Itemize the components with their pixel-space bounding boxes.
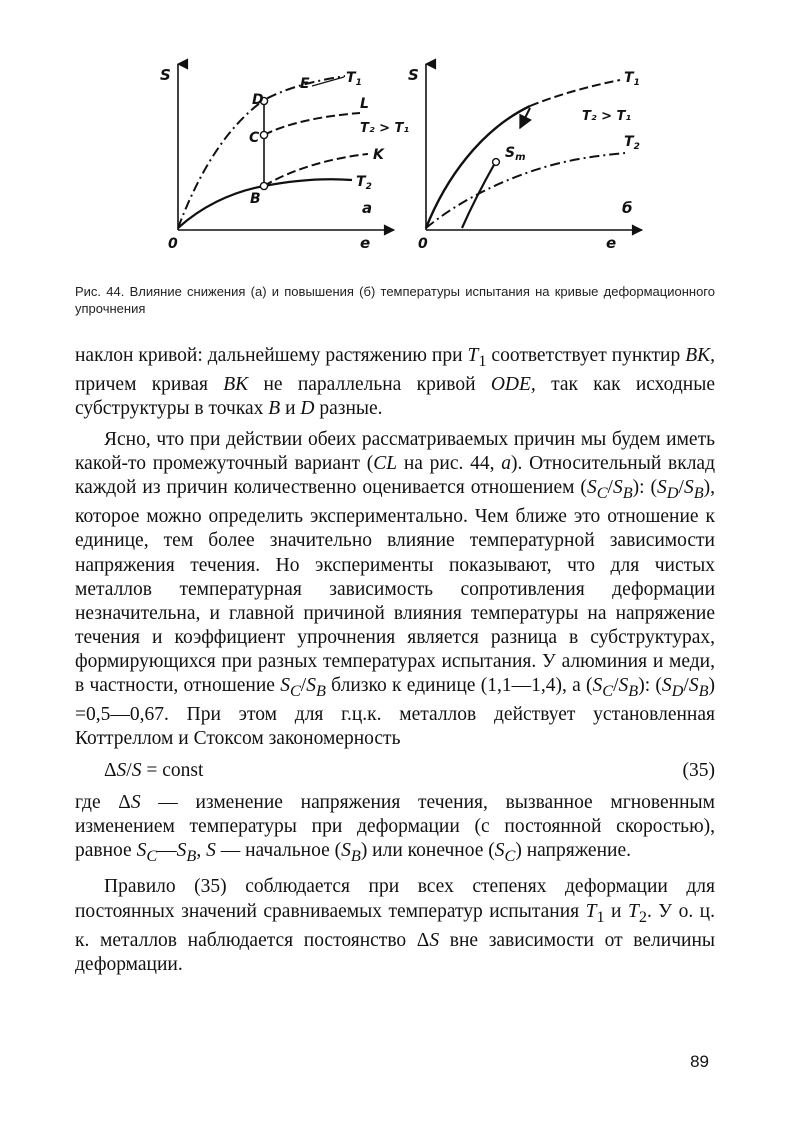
curve-E-label: E — [300, 76, 310, 92]
left-panel-letter: а — [362, 199, 373, 217]
inequality-label-right: T₂ > T₁ — [582, 109, 632, 124]
curve-T1-label: $T_1$ — [346, 70, 362, 88]
curve-T1-solid — [426, 106, 530, 228]
equation-number: (35) — [682, 760, 715, 782]
right-panel — [408, 64, 642, 252]
curve-L-label: L — [360, 96, 369, 112]
right-y-axis-label: S — [408, 66, 419, 84]
point-D-label: D — [252, 92, 264, 108]
paragraph-4: Правило (35) соблюдается при всех степенях деформации для постоянных значений сравниваемых температур испытания $T_1$ и $T_2$. У о. ц. к. металлов наблюдается постоянство ΔS вне зависимости от величины деформации. — [75, 876, 715, 975]
right-origin-label: 0 — [418, 236, 428, 252]
paragraph-2: Ясно, что при действии обеих рассматриваемых причин мы будем иметь какой-то промежуточный вариант (CL на рис. 44, а). Относительный вклад каждой из причин количественно оценивается отношением $(S_C/S_B)$: $(S_D/S_B)$, которое можно определить экспериментально. Чем ближе это отношение к единице, тем более значительно влияние температурной зависимости напряжения течения. Но эксперименты показывают, что для чистых металлов температурная зависимость сопротивления деформации незначительна, и главной причиной влияния температуры на напряжение течения и коэффициент упрочнения является разница в субструктурах, формирующихся при разных температурах испытания. У алюминия и меди, в частности, отношение $S_C/S_B$ близко к единице (1,1—1,4), а $(S_C/S_B)$: $(S_D/S_B)$ =0,5—0,67. При этом для г.ц.к. металлов действует установленная Коттреллом и Стоксом закономерность — [75, 429, 716, 750]
figure-caption: Рис. 44. Влияние снижения (а) и повышения (б) температуры испытания на кривые деформационного упрочнения — [75, 284, 715, 316]
point-Sm — [493, 159, 500, 166]
equation-35 — [75, 759, 715, 783]
body-text — [75, 344, 715, 977]
right-x-axis-label: e — [606, 234, 617, 252]
curve-CL — [264, 113, 360, 135]
point-C — [260, 131, 267, 138]
curve-K-label: K — [373, 147, 384, 163]
left-origin-label: 0 — [168, 236, 178, 252]
right-curve-T1-label: $T_1$ — [624, 70, 640, 88]
curve-T2-dashdot — [426, 153, 625, 228]
curve-BK — [264, 154, 368, 186]
point-Sm-label: $S_m$ — [505, 145, 526, 163]
curve-from-Sm — [462, 163, 495, 228]
right-curve-T2-label: $T_2$ — [624, 134, 640, 152]
point-C-label: C — [249, 130, 260, 146]
left-y-axis-label: S — [160, 66, 171, 84]
left-x-axis-label: e — [360, 234, 371, 252]
left-panel — [160, 64, 409, 252]
curve-T1-dashed — [530, 80, 620, 106]
point-B-label: B — [250, 191, 261, 207]
paragraph-1: наклон кривой: дальнейшему растяжению при $T_1$ соответствует пунктир BK, причем кривая BK не параллельна кривой ODE, так как исходные субструктуры в точках B и D разные. — [75, 345, 715, 420]
paragraph-3: где ΔS — изменение напряжения течения, вызванное мгновенным изменением температуры при деформации (с постоянной скоростью), равное $S_C—S_B$, S — начальное $(S_B)$ или конечное $(S_C)$ напряжение. — [75, 792, 715, 866]
right-panel-letter: б — [622, 199, 633, 217]
inequality-label-left: T₂ > T₁ — [360, 121, 410, 136]
figure-44 — [0, 0, 785, 270]
page-number: 89 — [690, 1052, 709, 1071]
point-B — [260, 182, 267, 189]
equation-body: ΔS/S = const — [104, 760, 204, 782]
curve-T2-label: $T_2$ — [356, 174, 372, 192]
